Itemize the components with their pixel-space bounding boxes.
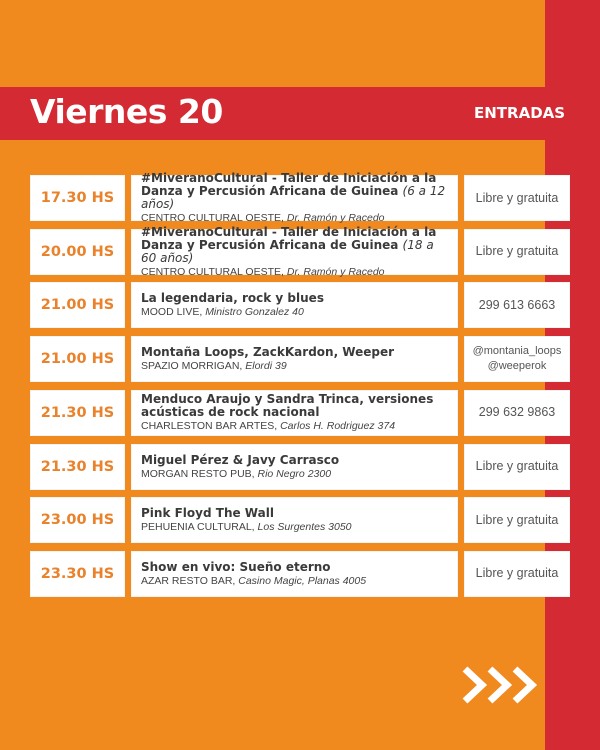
event-row xyxy=(30,336,570,382)
event-venue xyxy=(141,420,448,433)
event-venue xyxy=(141,360,448,373)
event-title xyxy=(141,346,448,359)
event-row xyxy=(30,390,570,436)
entradas-heading: ENTRADAS xyxy=(474,104,566,122)
event-time: 20.00 HS xyxy=(30,229,125,275)
event-title-text: Miguel Pérez & Javy Carrasco xyxy=(141,452,340,467)
event-title-text: Pink Floyd The Wall xyxy=(141,506,274,521)
event-age-range: (18 a 60 años) xyxy=(141,237,434,265)
venue-address: Los Surgentes 3050 xyxy=(257,521,352,534)
event-title-text: Show en vivo: Sueño eterno xyxy=(141,559,331,574)
triple-chevron-right-icon[interactable] xyxy=(462,664,540,706)
event-title xyxy=(141,226,448,265)
event-title-text: Menduco Araujo y Sandra Trinca, versiones acústicas de rock nacional xyxy=(141,392,434,420)
event-title xyxy=(141,507,448,520)
event-venue xyxy=(141,575,448,588)
event-info xyxy=(131,551,458,597)
event-title-text: #MiveranoCultural - Taller de Iniciación a la Danza y Percusión Africana de Guinea xyxy=(141,224,437,252)
event-title xyxy=(141,561,448,574)
venue-address: Elordi 39 xyxy=(245,360,287,373)
event-entry: 299 613 6663 xyxy=(464,282,570,328)
event-entry: Libre y gratuita xyxy=(464,175,570,221)
event-title xyxy=(141,454,448,467)
venue-address: Casino Magic, Planas 4005 xyxy=(238,574,367,587)
venue-name: AZAR RESTO BAR, xyxy=(141,574,236,587)
venue-name: MOOD LIVE, xyxy=(141,306,203,319)
event-info xyxy=(131,282,458,328)
event-time: 17.30 HS xyxy=(30,175,125,221)
event-time: 23.00 HS xyxy=(30,497,125,543)
event-row xyxy=(30,444,570,490)
venue-name: MORGAN RESTO PUB, xyxy=(141,467,255,480)
venue-name: PEHUENIA CULTURAL, xyxy=(141,521,255,534)
event-info xyxy=(131,171,458,224)
event-time: 21.00 HS xyxy=(30,336,125,382)
event-row xyxy=(30,497,570,543)
event-title-text: La legendaria, rock y blues xyxy=(141,291,324,306)
event-entry: Libre y gratuita xyxy=(464,497,570,543)
event-entry: Libre y gratuita xyxy=(464,444,570,490)
venue-name: CENTRO CULTURAL OESTE, xyxy=(141,212,284,224)
event-title xyxy=(141,172,448,211)
venue-address: Carlos H. Rodriguez 374 xyxy=(280,420,396,433)
event-entry: Libre y gratuita xyxy=(464,229,570,275)
event-time: 21.30 HS xyxy=(30,390,125,436)
event-info xyxy=(131,224,458,278)
event-time: 21.00 HS xyxy=(30,282,125,328)
venue-name: CENTRO CULTURAL OESTE, xyxy=(141,265,284,278)
event-title-text: #MiveranoCultural - Taller de Iniciación a la Danza y Percusión Africana de Guinea xyxy=(141,171,437,198)
event-info xyxy=(131,444,458,490)
event-row xyxy=(30,171,570,224)
event-venue xyxy=(141,306,448,319)
event-age-range: (6 a 12 años) xyxy=(141,184,446,211)
event-title xyxy=(141,393,448,419)
event-time: 23.30 HS xyxy=(30,551,125,597)
venue-address: Dr. Ramón y Racedo xyxy=(286,265,385,278)
event-venue xyxy=(141,521,448,534)
event-info xyxy=(131,336,458,382)
venue-address: Ministro Gonzalez 40 xyxy=(205,306,304,319)
event-row xyxy=(30,551,570,597)
event-title-text: Montaña Loops, ZackKardon, Weeper xyxy=(141,345,395,360)
venue-address: Dr. Ramón y Racedo xyxy=(286,212,385,224)
event-info xyxy=(131,497,458,543)
event-title xyxy=(141,292,448,305)
event-venue xyxy=(141,468,448,481)
event-venue xyxy=(141,266,448,279)
event-row xyxy=(30,224,570,278)
event-info xyxy=(131,390,458,436)
event-entry: Libre y gratuita xyxy=(464,551,570,597)
page-title: Viernes 20 xyxy=(30,92,223,131)
event-entry: @montania_loops @weeperok xyxy=(464,336,570,382)
event-time: 21.30 HS xyxy=(30,444,125,490)
venue-address: Rio Negro 2300 xyxy=(257,467,332,480)
venue-name: SPAZIO MORRIGAN, xyxy=(141,360,243,373)
venue-name: CHARLESTON BAR ARTES, xyxy=(141,420,278,433)
event-venue xyxy=(141,212,448,225)
event-row xyxy=(30,282,570,328)
event-entry: 299 632 9863 xyxy=(464,390,570,436)
